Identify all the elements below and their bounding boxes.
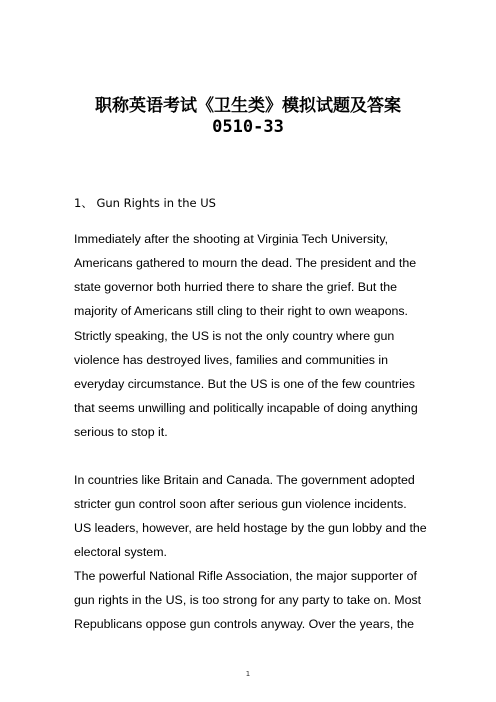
question-heading: 1、 Gun Rights in the US xyxy=(74,196,216,210)
paragraph-line: Strictly speaking, the US is not the only country where gun xyxy=(74,329,395,343)
paragraph-line: Americans gathered to mourn the dead. The president and the xyxy=(74,256,417,270)
paragraph-line: that seems unwilling and politically incapable of doing anything xyxy=(74,401,418,415)
paragraph-line: majority of Americans still cling to their right to own weapons. xyxy=(74,304,409,318)
document-title: 职称英语考试《卫生类》模拟试题及答案 xyxy=(95,96,401,116)
paragraph-line: US leaders, however, are held hostage by the gun lobby and the xyxy=(74,521,427,535)
paragraph-line: serious to stop it. xyxy=(74,425,168,439)
paragraph-line: Republicans oppose gun controls anyway. Over the years, the xyxy=(74,617,415,631)
paragraph-line: gun rights in the US, is too strong for any party to take on. Most xyxy=(74,593,422,607)
paragraph xyxy=(74,468,474,564)
paragraph-line: stricter gun control soon after serious gun violence incidents. xyxy=(74,497,407,511)
paragraph-line: In countries like Britain and Canada. The government adopted xyxy=(74,473,415,487)
paragraph-line: Immediately after the shooting at Virginia Tech University, xyxy=(74,232,389,246)
paragraph-line: everyday circumstance. But the US is one of the few countries xyxy=(74,377,415,391)
document-subtitle: 0510-33 xyxy=(212,117,284,137)
paragraph-line: violence has destroyed lives, families and communities in xyxy=(74,353,389,367)
paragraph-line: The powerful National Rifle Association, the major supporter of xyxy=(74,569,417,583)
paragraph-line: electoral system. xyxy=(74,545,167,559)
paragraph-line: state governor both hurried there to share the grief. But the xyxy=(74,280,398,294)
paragraph xyxy=(74,564,474,636)
paragraph xyxy=(74,324,474,444)
paragraph xyxy=(74,227,474,323)
page-number: 1 xyxy=(245,670,251,678)
